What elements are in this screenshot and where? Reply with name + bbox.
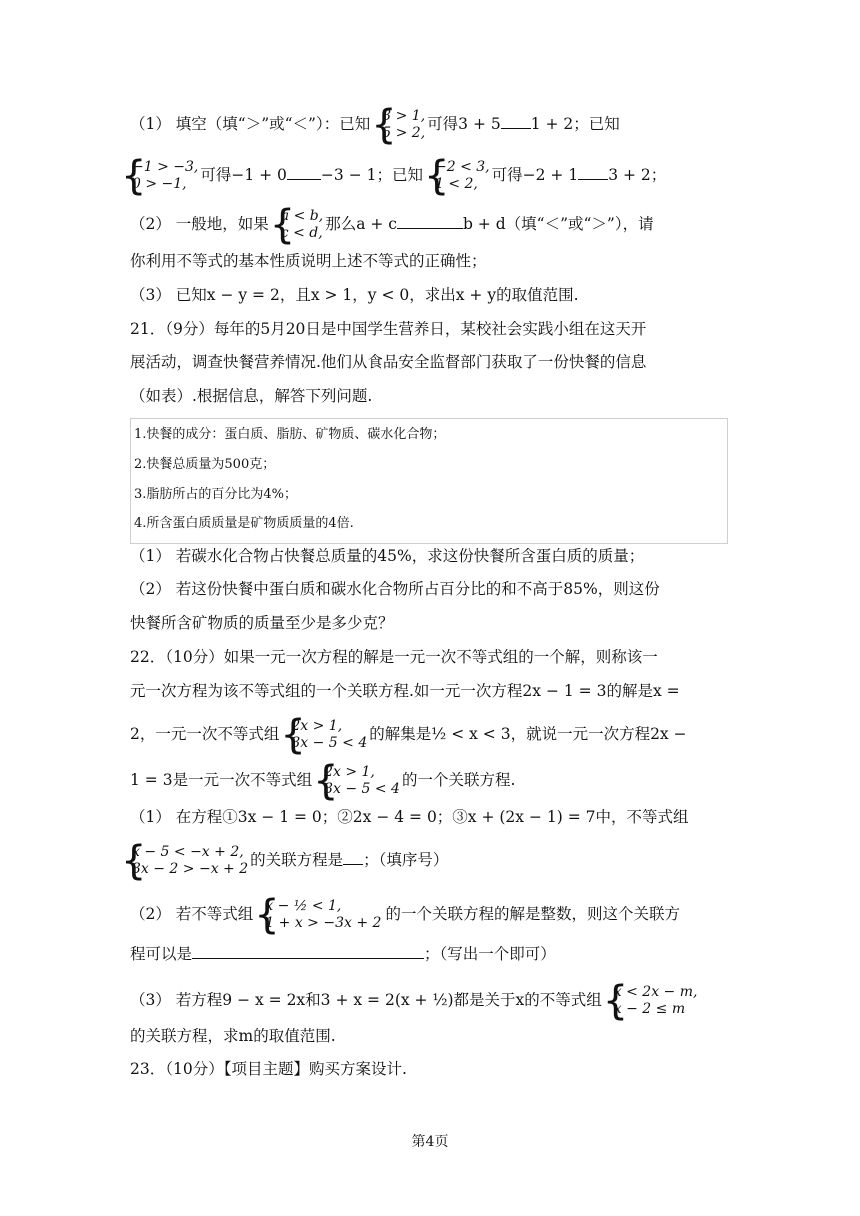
q20-part2-line2: 你利用不等式的基本性质说明上述不等式的正确性；: [130, 252, 487, 270]
q22-line: [130, 718, 687, 752]
q22-text: 的一个关联方程的解是整数，则这个关联方: [385, 905, 680, 923]
q22-line: 22．（10分）如果一元一次方程的解是一元一次不等式组的一个解，则称该一: [130, 648, 658, 666]
q22-line: [130, 844, 448, 878]
q20-text: （1） 填空（填“＞”或“＜”）：已知: [130, 115, 371, 133]
system-row: { x < 2x − m,: [613, 984, 698, 1000]
q22-text: （2） 若不等式组: [130, 905, 254, 923]
inequality-system: [281, 718, 367, 752]
system-row: { 2x > 1,: [291, 718, 343, 734]
system-row: { a < b,: [280, 208, 324, 224]
q21-line: （2） 若这份快餐中蛋白质和碳水化合物所占百分比的和不高于85%，则这份: [130, 580, 660, 598]
info-row: 3.脂肪所占的百分比为4%；: [134, 487, 298, 502]
page-number: 第4页: [411, 1134, 449, 1150]
system-row: c < d,: [280, 225, 323, 241]
q22-line: 的关联方程，求m的取值范围.: [130, 1027, 336, 1045]
inequality-system: [255, 898, 381, 932]
q20-text: （2） 一般地，如果: [130, 215, 269, 233]
q23-line: 23．（10分）【项目主题】购买方案设计.: [130, 1060, 407, 1078]
inequality-system: [314, 764, 400, 798]
inequality-system: [604, 984, 698, 1018]
answer-blank: [501, 114, 531, 129]
q22-text: （3） 若方程9 − x = 2x和3 + x = 2(x + ½)都是关于x的不等式组: [130, 991, 602, 1009]
system-row: { 2x > 1,: [324, 764, 375, 780]
inequality-system: [122, 844, 248, 878]
info-row: 2.快餐总质量为500克；: [134, 457, 276, 472]
inequality-system: [372, 108, 425, 142]
system-row: { −1 > −3,: [132, 159, 199, 175]
q21-line: 快餐所含矿物质的质量至少是多少克？: [130, 614, 394, 632]
q22-text: 2，一元一次不等式组: [130, 725, 280, 743]
system-row: 1 < 2,: [434, 176, 478, 192]
system-row: 5 > 2,: [382, 125, 426, 141]
answer-blank: [578, 165, 608, 180]
inequality-system: [122, 159, 198, 193]
q22-line: 元一次方程为该不等式组的一个关联方程.如一元一次方程2x − 1 = 3的解是x =: [130, 682, 680, 700]
q21-line: 展活动，调查快餐营养情况.他们从食品安全监督部门获取了一份快餐的信息: [130, 353, 647, 371]
system-row: { −2 < 3,: [434, 159, 490, 175]
q21-line: （如表）.根据信息，解答下列问题.: [130, 387, 373, 405]
info-table: [130, 418, 728, 544]
q21-line: （1） 若碳水化合物占快餐总质量的45%，求这份快餐所含蛋白质的质量；: [130, 547, 645, 565]
inequality-system: [271, 208, 323, 242]
system-row: 1 + x > −3x + 2: [265, 915, 382, 931]
system-row: 3x − 2 > −x + 2: [132, 861, 249, 877]
answer-blank: [287, 165, 321, 180]
inequality-system: [425, 159, 490, 193]
q22-text: 的一个关联方程.: [401, 771, 516, 789]
system-row: 0 > −1,: [132, 176, 187, 192]
q20-text: 可得3 + 5: [427, 115, 501, 133]
q22-text: ；（写出一个即可）: [424, 945, 556, 963]
system-row: 3x − 5 < 4: [324, 781, 400, 797]
q20-part1-line2: [130, 159, 666, 193]
q20-text: b + d（填“＜”或“＞”），请: [462, 215, 654, 233]
system-row: { x − 5 < −x + 2,: [132, 844, 244, 860]
q22-text: 1 = 3是一元一次不等式组: [130, 771, 313, 789]
q20-text: 那么a + c: [325, 215, 397, 233]
q20-text: 可得−1 + 0: [200, 166, 287, 184]
q22-text: 程可以是: [130, 945, 193, 963]
q22-text: 的关联方程是: [250, 851, 344, 869]
q20-text: 可得−2 + 1: [491, 166, 579, 184]
system-row: { 3 > 1,: [382, 108, 426, 124]
answer-blank: [397, 214, 463, 229]
q20-text: 3 + 2；: [608, 166, 667, 184]
q21-line: 21．（9分）每年的5月20日是中国学生营养日，某校社会实践小组在这天开: [130, 320, 647, 338]
info-row: 4.所含蛋白质质量是矿物质质量的4倍.: [134, 516, 354, 531]
q22-line: [130, 898, 680, 932]
system-row: 3x − 5 < 4: [291, 735, 368, 751]
answer-blank: [192, 944, 424, 959]
q20-part1-line: [130, 108, 620, 142]
q22-text: 的解集是½ < x < 3，就说一元一次方程2x −: [369, 725, 687, 743]
system-row: { x − ½ < 1,: [265, 898, 342, 914]
q22-line: [130, 984, 699, 1018]
q22-text: ；（填序号）: [363, 851, 449, 869]
q20-part2-line: [130, 208, 654, 242]
q22-line: （1） 在方程①3x − 1 = 0；②2x − 4 = 0；③x + (2x − 1) = 7中，不等式组: [130, 808, 689, 826]
system-row: x − 2 ≤ m: [613, 1001, 686, 1017]
q20-part3-line: （3） 已知x − y = 2，且x > 1，y < 0，求出x + y的取值范围.: [130, 286, 579, 304]
info-row: 1.快餐的成分：蛋白质、脂肪、矿物质、碳水化合物；: [134, 427, 446, 442]
q22-line: [130, 764, 515, 798]
q22-line: [130, 943, 556, 965]
q20-text: 1 + 2；已知: [530, 115, 620, 133]
q20-text: −3 − 1；已知: [320, 166, 423, 184]
answer-blank: [343, 850, 363, 865]
